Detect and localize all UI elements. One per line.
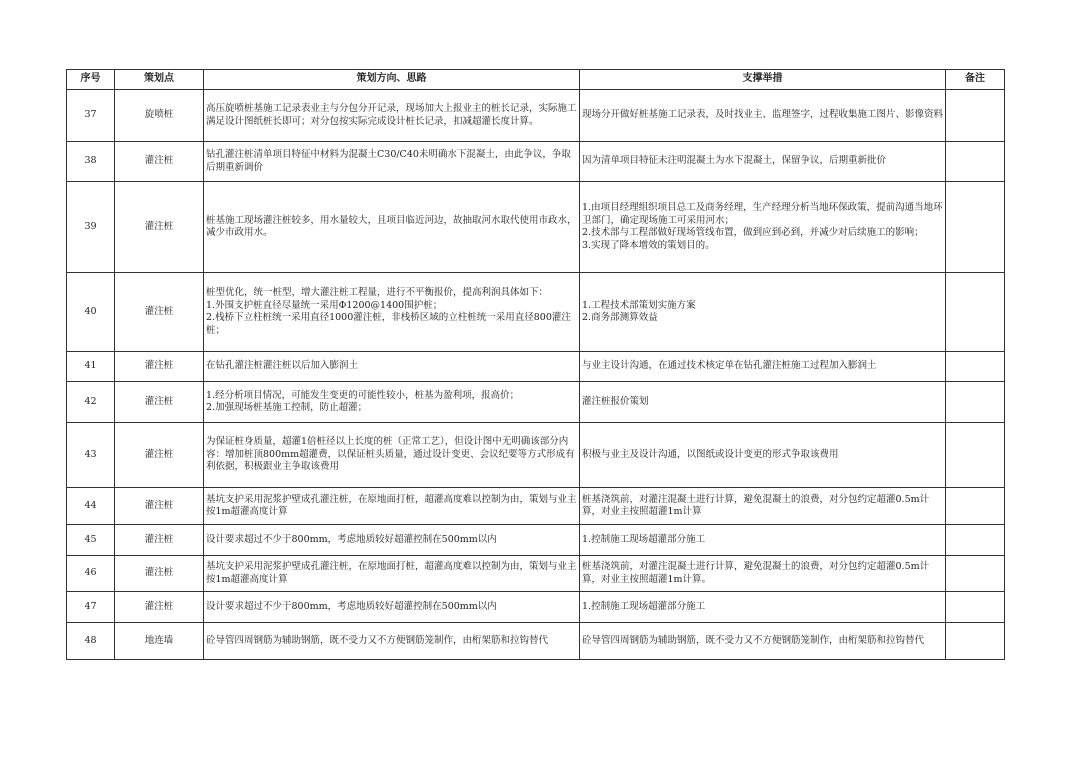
table-row — [67, 182, 1005, 273]
header-idea: 策划方向、思路 — [204, 70, 580, 90]
row-note — [946, 382, 1005, 423]
row-no: 42 — [67, 382, 115, 423]
row-point: 灌注桩 — [115, 488, 204, 525]
row-no: 39 — [67, 182, 115, 273]
row-idea: 为保证桩身质量，超灌1倍桩径以上长度的桩（正常工艺），但设计图中无明确该部分内容：增加桩顶800mm超灌费，以保证桩头质量，通过设计变更、会议纪要等方式形成有利依据，积极跟业主争取该费用 — [204, 423, 580, 488]
row-point: 灌注桩 — [115, 556, 204, 592]
table-row — [67, 90, 1005, 142]
table-row — [67, 423, 1005, 488]
row-idea: 钻孔灌注桩清单项目特征中材料为混凝土C30/C40未明确水下混凝土，由此争议，争取后期重新调价 — [204, 142, 580, 182]
row-no: 37 — [67, 90, 115, 142]
row-note — [946, 423, 1005, 488]
header-row — [67, 70, 1005, 90]
row-idea: 1.经分析项目情况，可能发生变更的可能性较小，桩基为盈利项，报高价； 2.加强现场桩基施工控制，防止超灌； — [204, 382, 580, 423]
row-point: 灌注桩 — [115, 352, 204, 382]
row-note — [946, 182, 1005, 273]
row-measure: 桩基浇筑前，对灌注混凝土进行计算，避免混凝土的浪费，对分包约定超灌0.5m计算，对业主按照超灌1m计算 — [580, 488, 946, 525]
table-row — [67, 273, 1005, 352]
table-row — [67, 592, 1005, 623]
row-point: 灌注桩 — [115, 273, 204, 352]
header-no: 序号 — [67, 70, 115, 90]
row-note — [946, 488, 1005, 525]
row-idea: 基坑支护采用泥浆护壁成孔灌注桩，在原地面打桩，超灌高度难以控制为由，策划与业主按1m超灌高度计算 — [204, 556, 580, 592]
table-row — [67, 488, 1005, 525]
row-no: 46 — [67, 556, 115, 592]
row-idea: 基坑支护采用泥浆护壁成孔灌注桩，在原地面打桩，超灌高度难以控制为由，策划与业主按1m超灌高度计算 — [204, 488, 580, 525]
header-note: 备注 — [946, 70, 1005, 90]
row-measure: 灌注桩报价策划 — [580, 382, 946, 423]
row-no: 41 — [67, 352, 115, 382]
row-note — [946, 592, 1005, 623]
row-note — [946, 142, 1005, 182]
row-measure: 砼导管四周钢筋为辅助钢筋，既不受力又不方便钢筋笼制作，由桁架筋和拉钩替代 — [580, 623, 946, 660]
row-no: 45 — [67, 525, 115, 556]
row-measure: 因为清单项目特征未注明混凝土为水下混凝土，保留争议，后期重新批价 — [580, 142, 946, 182]
row-point: 灌注桩 — [115, 525, 204, 556]
row-no: 47 — [67, 592, 115, 623]
header-point: 策划点 — [115, 70, 204, 90]
row-point: 灌注桩 — [115, 142, 204, 182]
row-measure: 1.控制施工现场超灌部分施工 — [580, 525, 946, 556]
row-measure: 现场分开做好桩基施工记录表，及时找业主、监理签字，过程收集施工图片、影像资料 — [580, 90, 946, 142]
row-note — [946, 90, 1005, 142]
table-row — [67, 623, 1005, 660]
row-no: 40 — [67, 273, 115, 352]
row-idea: 设计要求超过不少于800mm，考虑地质较好超灌控制在500mm以内 — [204, 525, 580, 556]
row-note — [946, 623, 1005, 660]
row-point: 地连墙 — [115, 623, 204, 660]
row-measure: 与业主设计沟通，在通过技术核定单在钻孔灌注桩施工过程加入膨润土 — [580, 352, 946, 382]
row-no: 44 — [67, 488, 115, 525]
row-idea: 在钻孔灌注桩灌注桩以后加入膨润土 — [204, 352, 580, 382]
row-note — [946, 525, 1005, 556]
row-idea: 砼导管四周钢筋为辅助钢筋，既不受力又不方便钢筋笼制作，由桁架筋和拉钩替代 — [204, 623, 580, 660]
row-point: 旋喷桩 — [115, 90, 204, 142]
row-measure: 1.工程技术部策划实施方案 2.商务部测算效益 — [580, 273, 946, 352]
row-no: 38 — [67, 142, 115, 182]
table-row — [67, 382, 1005, 423]
row-idea: 桩型优化，统一桩型，增大灌注桩工程量，进行不平衡报价，提高利润具体如下： 1.外围支护桩直径尽量统一采用Φ1200@1400围护桩； 2.栈桥下立柱桩统一采用直径1000灌注桩，非栈桥区域的立柱桩统一采用直径800灌注桩； — [204, 273, 580, 352]
row-point: 灌注桩 — [115, 182, 204, 273]
table-row — [67, 352, 1005, 382]
row-measure: 1.由项目经理组织项目总工及商务经理，生产经理分析当地环保政策，提前沟通当地环卫部门，确定现场施工可采用河水； 2.技术部与工程部做好现场管线布置，做到应到必到，并减少对后续施工的影响； 3.实现了降本增效的策划目的。 — [580, 182, 946, 273]
row-note — [946, 273, 1005, 352]
row-measure: 积极与业主及设计沟通，以图纸或设计变更的形式争取该费用 — [580, 423, 946, 488]
row-no: 43 — [67, 423, 115, 488]
planning-table — [66, 69, 1005, 660]
header-measure: 支撑举措 — [580, 70, 946, 90]
row-point: 灌注桩 — [115, 423, 204, 488]
table-row — [67, 142, 1005, 182]
table-row — [67, 525, 1005, 556]
row-measure: 桩基浇筑前，对灌注混凝土进行计算，避免混凝土的浪费，对分包约定超灌0.5m计算，对业主按照超灌1m计算。 — [580, 556, 946, 592]
row-point: 灌注桩 — [115, 382, 204, 423]
row-measure: 1.控制施工现场超灌部分施工 — [580, 592, 946, 623]
row-idea: 设计要求超过不少于800mm，考虑地质较好超灌控制在500mm以内 — [204, 592, 580, 623]
row-no: 48 — [67, 623, 115, 660]
row-point: 灌注桩 — [115, 592, 204, 623]
row-note — [946, 556, 1005, 592]
row-idea: 桩基施工现场灌注桩较多，用水量较大，且项目临近河边，故抽取河水取代使用市政水，减少市政用水。 — [204, 182, 580, 273]
row-note — [946, 352, 1005, 382]
row-idea: 高压旋喷桩基施工记录表业主与分包分开记录，现场加大上报业主的桩长记录，实际施工满足设计图纸桩长即可；对分包按实际完成设计桩长记录，扣减超灌长度计算。 — [204, 90, 580, 142]
table-row — [67, 556, 1005, 592]
